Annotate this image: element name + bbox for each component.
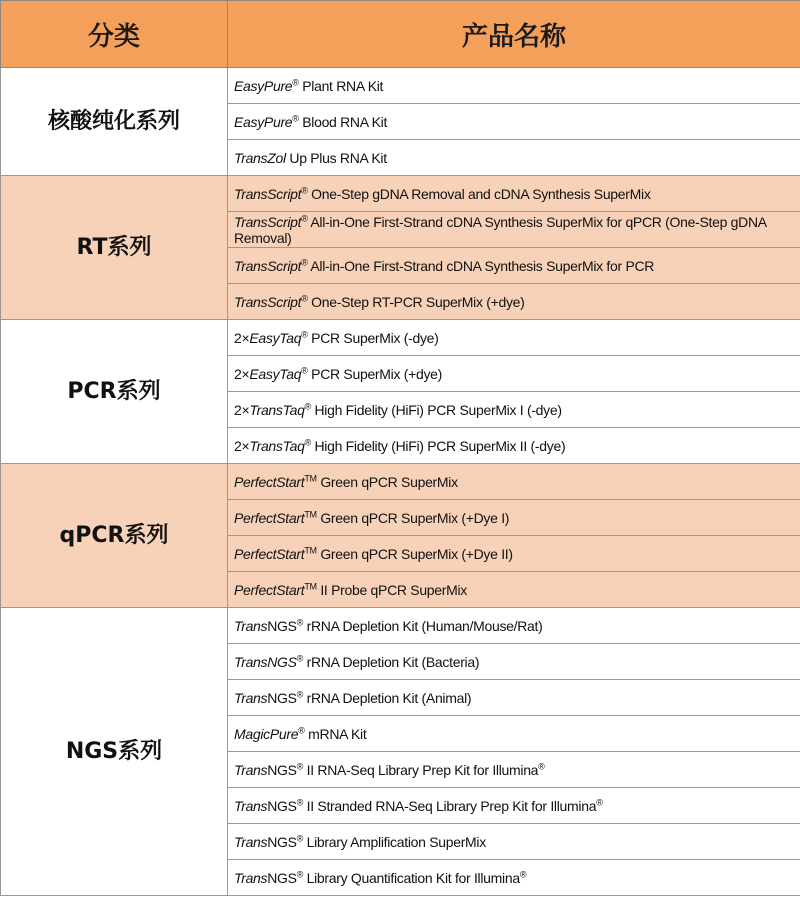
- product-brand: TransTaq: [249, 437, 305, 454]
- product-name-cell: [228, 320, 800, 356]
- product-name: All-in-One First-Strand cDNA Synthesis SuperMix for PCR: [307, 257, 655, 274]
- product-name: High Fidelity (HiFi) PCR SuperMix I (-dye): [310, 401, 562, 418]
- product-name: PCR SuperMix (+dye): [307, 365, 443, 382]
- product-brand: PerfectStart: [234, 581, 305, 598]
- product-brand: PerfectStart: [234, 473, 305, 490]
- product-brand: MagicPure: [234, 725, 299, 742]
- product-brand: EasyTaq: [249, 365, 302, 382]
- product-name-cell: [228, 572, 800, 608]
- product-name: PCR SuperMix (-dye): [307, 329, 439, 346]
- product-prefix: 2×: [234, 365, 250, 382]
- table-row: [1, 176, 800, 212]
- table-row: [1, 608, 800, 644]
- header-row: [1, 1, 800, 68]
- header-category: 分类: [1, 1, 228, 68]
- product-name: II RNA-Seq Library Prep Kit for Illumina: [303, 761, 539, 778]
- product-brand-suffix: NGS: [267, 617, 297, 634]
- product-name-cell: [228, 356, 800, 392]
- product-name-cell: [228, 500, 800, 536]
- product-name-cell: [228, 428, 800, 464]
- table-body: [1, 68, 800, 896]
- product-name-cell: [228, 104, 800, 140]
- product-name: Green qPCR SuperMix: [316, 473, 458, 490]
- product-name-cell: [228, 248, 800, 284]
- product-brand-suffix: NGS: [267, 797, 297, 814]
- product-brand: TransZol: [234, 149, 286, 166]
- table-row: [1, 320, 800, 356]
- trademark-mark: ®: [296, 616, 304, 627]
- product-name: High Fidelity (HiFi) PCR SuperMix II (-dye): [310, 437, 566, 454]
- trademark-mark: ®: [296, 652, 304, 663]
- product-brand: Trans: [234, 833, 268, 850]
- product-name-cell: [228, 860, 800, 896]
- trademark-tail: ®: [596, 796, 603, 807]
- table-row: [1, 464, 800, 500]
- product-brand: TransScript: [234, 213, 302, 230]
- product-brand-suffix: NGS: [267, 833, 297, 850]
- category-cell: 核酸纯化系列: [1, 68, 228, 176]
- category-cell: RT系列: [1, 176, 228, 320]
- product-brand: TransTaq: [249, 401, 305, 418]
- product-name-cell: [228, 176, 800, 212]
- trademark-mark: ®: [296, 760, 304, 771]
- product-brand: Trans: [234, 617, 268, 634]
- product-name: II Stranded RNA-Seq Library Prep Kit for Illumina: [303, 797, 597, 814]
- product-name-cell: [228, 212, 800, 248]
- product-name: Blood RNA Kit: [298, 113, 388, 130]
- trademark-mark: ®: [301, 364, 308, 375]
- product-name: Green qPCR SuperMix (+Dye II): [316, 545, 513, 562]
- product-name: rRNA Depletion Kit (Animal): [303, 689, 472, 706]
- product-name: mRNA Kit: [304, 725, 367, 742]
- product-name-cell: [228, 680, 800, 716]
- product-name: rRNA Depletion Kit (Bacteria): [303, 653, 480, 670]
- product-name: One-Step RT-PCR SuperMix (+dye): [307, 293, 525, 310]
- product-brand: EasyPure: [234, 113, 293, 130]
- product-brand: TransScript: [234, 257, 302, 274]
- trademark-mark: TM: [304, 472, 317, 483]
- product-brand: EasyPure: [234, 77, 293, 94]
- product-brand: PerfectStart: [234, 509, 305, 526]
- trademark-tail: ®: [538, 760, 545, 771]
- trademark-mark: ®: [296, 868, 304, 879]
- table-row: [1, 68, 800, 104]
- trademark-tail: ®: [519, 868, 527, 879]
- product-name-cell: [228, 644, 800, 680]
- product-brand: EasyTaq: [249, 329, 302, 346]
- trademark-mark: ®: [296, 796, 304, 807]
- product-name: Library Amplification SuperMix: [303, 833, 486, 850]
- product-name-cell: [228, 752, 800, 788]
- product-name: Up Plus RNA Kit: [285, 149, 387, 166]
- product-name: All-in-One First-Strand cDNA Synthesis SuperMix for qPCR (One-Step gDNA Removal): [234, 213, 767, 246]
- product-name-cell: [228, 284, 800, 320]
- product-brand: Trans: [234, 797, 268, 814]
- product-brand-suffix: NGS: [267, 761, 297, 778]
- trademark-mark: ®: [304, 400, 311, 411]
- product-brand: TransScript: [234, 293, 302, 310]
- trademark-mark: TM: [304, 508, 317, 519]
- product-brand: Trans: [234, 761, 268, 778]
- product-brand: TransScript: [234, 185, 302, 202]
- trademark-mark: ®: [292, 112, 299, 123]
- product-name: rRNA Depletion Kit (Human/Mouse/Rat): [303, 617, 543, 634]
- category-cell: NGS系列: [1, 608, 228, 896]
- category-cell: PCR系列: [1, 320, 228, 464]
- product-name-cell: [228, 608, 800, 644]
- trademark-mark: ®: [301, 328, 308, 339]
- trademark-mark: TM: [304, 580, 317, 591]
- trademark-mark: ®: [301, 184, 308, 195]
- trademark-mark: ®: [292, 76, 299, 87]
- product-name: One-Step gDNA Removal and cDNA Synthesis SuperMix: [307, 185, 651, 202]
- product-name-cell: [228, 824, 800, 860]
- product-name: Plant RNA Kit: [298, 77, 384, 94]
- product-name-cell: [228, 464, 800, 500]
- trademark-mark: ®: [301, 292, 308, 303]
- product-name: Library Quantification Kit for Illumina: [303, 869, 520, 886]
- trademark-mark: ®: [301, 256, 308, 267]
- product-prefix: 2×: [234, 329, 250, 346]
- product-brand: Trans: [234, 869, 268, 886]
- product-name-cell: [228, 536, 800, 572]
- trademark-mark: ®: [298, 724, 305, 735]
- product-prefix: 2×: [234, 437, 250, 454]
- product-brand-suffix: NGS: [267, 869, 297, 886]
- product-name-cell: [228, 392, 800, 428]
- product-brand-suffix: NGS: [267, 689, 297, 706]
- header-product: 产品名称: [228, 1, 800, 68]
- product-name-cell: [228, 716, 800, 752]
- trademark-mark: ®: [296, 832, 304, 843]
- product-brand: PerfectStart: [234, 545, 305, 562]
- product-name: II Probe qPCR SuperMix: [316, 581, 468, 598]
- product-prefix: 2×: [234, 401, 250, 418]
- trademark-mark: ®: [301, 212, 308, 223]
- category-cell: qPCR系列: [1, 464, 228, 608]
- product-brand: Trans: [234, 689, 268, 706]
- product-name-cell: [228, 68, 800, 104]
- product-name-cell: [228, 140, 800, 176]
- product-name: Green qPCR SuperMix (+Dye I): [316, 509, 510, 526]
- trademark-mark: ®: [304, 436, 311, 447]
- trademark-mark: ®: [296, 688, 304, 699]
- product-brand: TransNGS: [234, 653, 297, 670]
- product-name-cell: [228, 788, 800, 824]
- trademark-mark: TM: [304, 544, 317, 555]
